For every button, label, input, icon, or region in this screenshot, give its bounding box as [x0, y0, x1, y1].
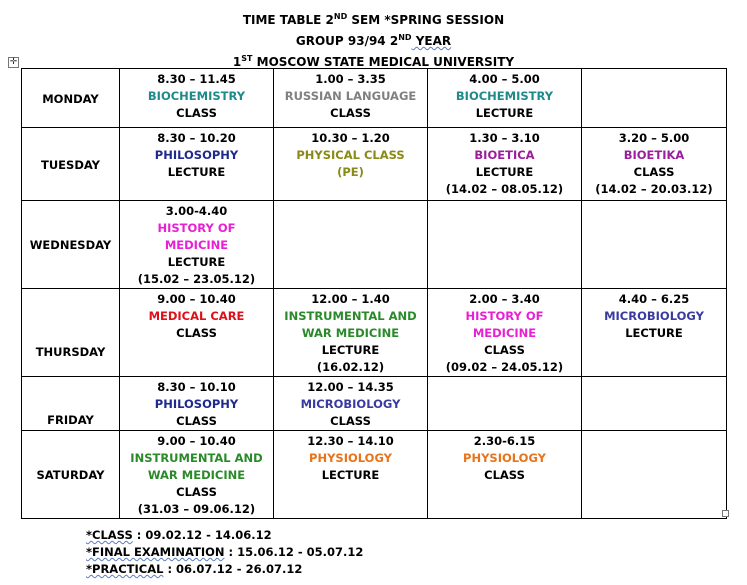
slot-time: 2.30-6.15 — [473, 434, 536, 448]
slot-subject: MICROBIOLOGY — [300, 397, 401, 411]
slot-subject: PHYSICAL CLASS — [296, 148, 405, 162]
slot-type: CLASS — [330, 106, 371, 120]
table-move-handle-icon[interactable]: ✛ — [9, 57, 18, 67]
slot-dates: (14.02 – 20.03.12) — [595, 182, 713, 196]
slot-cell — [428, 128, 582, 201]
slot-subject: HISTORY OF — [465, 309, 544, 323]
day-cell-saturday: SATURDAY — [22, 431, 120, 519]
slot-cell — [274, 128, 428, 201]
table-row — [22, 69, 727, 128]
slot-dates: (14.02 – 08.05.12) — [445, 182, 564, 196]
slot-cell — [274, 69, 428, 128]
slot-type: CLASS — [484, 343, 525, 357]
slot-type: LECTURE — [475, 165, 534, 179]
slot-dates: (09.02 – 24.05.12) — [445, 360, 564, 374]
table-row — [22, 377, 727, 431]
slot-type: CLASS — [330, 414, 371, 428]
slot-cell — [274, 431, 428, 519]
slot-time: 12.00 – 1.40 — [311, 292, 390, 306]
timetable — [21, 68, 727, 519]
slot-time: 1.00 – 3.35 — [315, 72, 386, 86]
slot-type: LECTURE — [167, 255, 226, 269]
day-cell-friday: FRIDAY — [22, 377, 120, 431]
empty-cell — [582, 431, 727, 519]
slot-type: CLASS — [484, 468, 525, 482]
slot-subject: PHILOSOPHY — [154, 397, 239, 411]
slot-subject: MEDICAL CARE — [148, 309, 245, 323]
slot-type: CLASS — [176, 326, 217, 340]
table-resize-handle-icon[interactable] — [722, 510, 729, 517]
session-dates-footer — [86, 527, 363, 578]
slot-subject: PHYSIOLOGY — [463, 451, 546, 465]
slot-time: 3.00-4.40 — [165, 204, 228, 218]
slot-subject: INSTRUMENTAL AND — [130, 451, 263, 465]
slot-subject: INSTRUMENTAL AND — [284, 309, 417, 323]
slot-type: CLASS — [176, 485, 217, 499]
slot-cell — [428, 431, 582, 519]
day-cell-thursday: THURSDAY — [22, 289, 120, 377]
empty-cell — [428, 201, 582, 289]
slot-cell — [120, 377, 274, 431]
slot-time: 12.30 – 14.10 — [307, 434, 394, 448]
empty-cell — [582, 69, 727, 128]
slot-cell — [582, 128, 727, 201]
slot-cell — [582, 289, 727, 377]
slot-cell — [120, 431, 274, 519]
slot-cell — [120, 201, 274, 289]
slot-cell — [120, 289, 274, 377]
slot-dates: (15.02 – 23.05.12) — [137, 272, 256, 286]
slot-subject: BIOETICA — [474, 148, 535, 162]
slot-time: 1.30 – 3.10 — [469, 131, 540, 145]
title-line-2: GROUP 93/94 2ND YEAR — [295, 33, 452, 48]
slot-type: CLASS — [176, 414, 217, 428]
slot-subject: PHILOSOPHY — [154, 148, 239, 162]
slot-cell — [274, 289, 428, 377]
day-cell-wednesday: WEDNESDAY — [22, 201, 120, 289]
slot-cell — [274, 377, 428, 431]
table-row — [22, 201, 727, 289]
day-cell-tuesday: TUESDAY — [22, 128, 120, 201]
empty-cell — [274, 201, 428, 289]
title-line-3: 1ST MOSCOW STATE MEDICAL UNIVERSITY — [232, 54, 515, 69]
slot-type: CLASS — [633, 165, 675, 179]
slot-type: LECTURE — [475, 106, 534, 120]
slot-time: 3.20 – 5.00 — [618, 131, 690, 145]
slot-type: LECTURE — [321, 468, 380, 482]
slot-type: LECTURE — [167, 165, 226, 179]
slot-subject-2: MEDICINE — [164, 238, 229, 252]
slot-time: 8.30 – 10.10 — [157, 380, 236, 394]
slot-type: CLASS — [176, 106, 217, 120]
slot-type: LECTURE — [321, 343, 380, 357]
slot-dates: (16.02.12) — [316, 360, 385, 374]
slot-subject: HISTORY OF — [157, 221, 236, 235]
empty-cell — [582, 377, 727, 431]
slot-time: 9.00 – 10.40 — [157, 434, 236, 448]
slot-time: 10.30 – 1.20 — [311, 131, 390, 145]
footer-exam-line: *FINAL EXAMINATION : 15.06.12 - 05.07.12 — [86, 545, 364, 559]
table-row — [22, 128, 727, 201]
slot-cell — [428, 69, 582, 128]
empty-cell — [582, 201, 727, 289]
slot-time: 8.30 – 10.20 — [157, 131, 236, 145]
day-cell-monday: MONDAY — [22, 69, 120, 128]
footer-class-line: *CLASS : 09.02.12 - 14.06.12 — [86, 528, 272, 542]
slot-time: 4.00 – 5.00 — [469, 72, 540, 86]
slot-cell — [120, 69, 274, 128]
slot-time: 4.40 – 6.25 — [618, 292, 690, 306]
footer-practical-line: *PRACTICAL : 06.07.12 - 26.07.12 — [86, 562, 303, 576]
slot-subject-2: (PE) — [337, 165, 364, 179]
slot-subject: BIOCHEMISTRY — [455, 89, 554, 103]
slot-cell — [120, 128, 274, 201]
slot-time: 8.30 – 11.45 — [157, 72, 236, 86]
document-title — [0, 8, 747, 71]
slot-time: 12.00 – 14.35 — [307, 380, 394, 394]
slot-type: LECTURE — [625, 326, 683, 340]
slot-time: 2.00 – 3.40 — [469, 292, 540, 306]
slot-subject: BIOETIKA — [623, 148, 685, 162]
table-row — [22, 431, 727, 519]
empty-cell — [428, 377, 582, 431]
slot-subject-2: WAR MEDICINE — [147, 468, 246, 482]
slot-time: 9.00 – 10.40 — [157, 292, 236, 306]
slot-cell — [428, 289, 582, 377]
table-row — [22, 289, 727, 377]
slot-subject-2: MEDICINE — [472, 326, 537, 340]
slot-subject-2: WAR MEDICINE — [301, 326, 400, 340]
title-line-1: TIME TABLE 2ND SEM *SPRING SESSION — [242, 12, 505, 27]
slot-subject: BIOCHEMISTRY — [147, 89, 246, 103]
slot-dates: (31.03 – 09.06.12) — [137, 502, 256, 516]
slot-subject: RUSSIAN LANGUAGE — [284, 89, 417, 103]
slot-subject: PHYSIOLOGY — [309, 451, 392, 465]
slot-subject: MICROBIOLOGY — [604, 309, 704, 323]
